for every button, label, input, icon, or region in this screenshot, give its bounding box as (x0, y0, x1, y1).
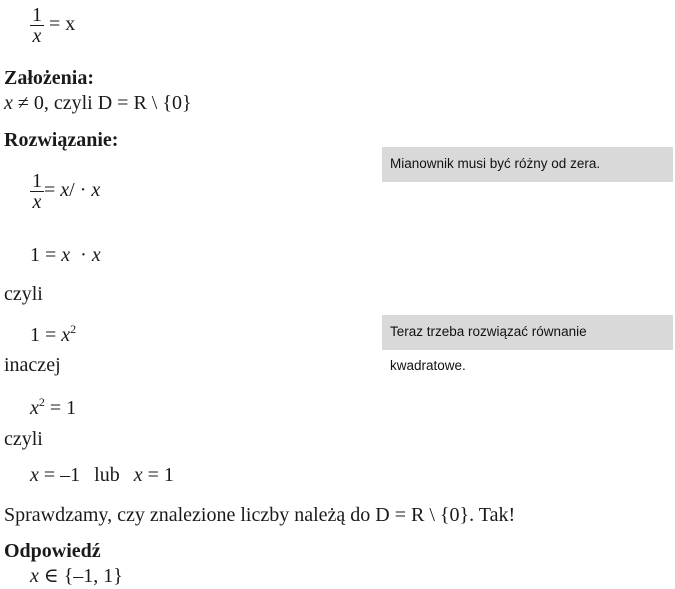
assumptions-condition (4, 92, 192, 114)
fraction-numerator: 1 (32, 169, 42, 192)
assumptions-heading: Założenia: (4, 67, 94, 89)
step5-lub: lub (94, 464, 120, 486)
assumption-var: x (4, 92, 13, 114)
answer-x: x (30, 565, 39, 587)
fraction-denominator: x (30, 25, 44, 46)
step2-x2: x (91, 244, 101, 266)
step2-equation (30, 244, 101, 266)
inaczej-label: inaczej (4, 354, 61, 376)
step5-eq2: = 1 (142, 464, 174, 486)
czyli-label-1: czyli (4, 283, 43, 305)
step1-fraction (30, 171, 44, 212)
check-sentence: Sprawdzamy, czy znalezione liczby należą do D = R \ {0}. Tak! (4, 504, 516, 526)
step4-rhs: = 1 (44, 397, 77, 419)
solution-heading: Rozwiązanie: (4, 129, 119, 151)
step5-x: x (30, 464, 39, 486)
step1-equation (30, 168, 100, 212)
problem-equation (30, 2, 75, 46)
step1-op: / · (69, 179, 92, 201)
step1-x: x (60, 179, 70, 201)
assumption-cond: ≠ 0, czyli D = R \ {0} (12, 92, 192, 114)
step1-x2: x (91, 179, 101, 201)
step3-exponent: 2 (70, 322, 77, 336)
side-note-denominator: Mianownik musi być różny od zera. (382, 147, 673, 182)
answer-rest: ∈ {–1, 1} (38, 565, 123, 587)
step2-lhs: 1 = (30, 244, 62, 266)
answer-set (30, 565, 123, 587)
step4-x: x (30, 397, 39, 419)
fraction-numerator: 1 (32, 3, 42, 26)
step4-exponent: 2 (38, 395, 45, 409)
step3-equation (30, 318, 76, 346)
step3-lhs: 1 = (30, 324, 62, 346)
step3-x: x (61, 324, 71, 346)
step5-x2: x (133, 464, 143, 486)
step5-equation (30, 464, 174, 486)
step2-x: x (61, 244, 71, 266)
step4-equation (30, 391, 76, 419)
answer-heading: Odpowiedź (4, 540, 101, 562)
fraction-denominator: x (30, 191, 44, 212)
step1-eq: = (44, 179, 61, 201)
problem-rhs: = x (49, 13, 76, 35)
step5-eq1: = –1 (38, 464, 81, 486)
czyli-label-2: czyli (4, 428, 43, 450)
side-note-quadratic: Teraz trzeba rozwiązać równanie kwadratowe. (382, 315, 673, 350)
problem-fraction (30, 5, 44, 46)
step2-op: · (70, 244, 92, 266)
